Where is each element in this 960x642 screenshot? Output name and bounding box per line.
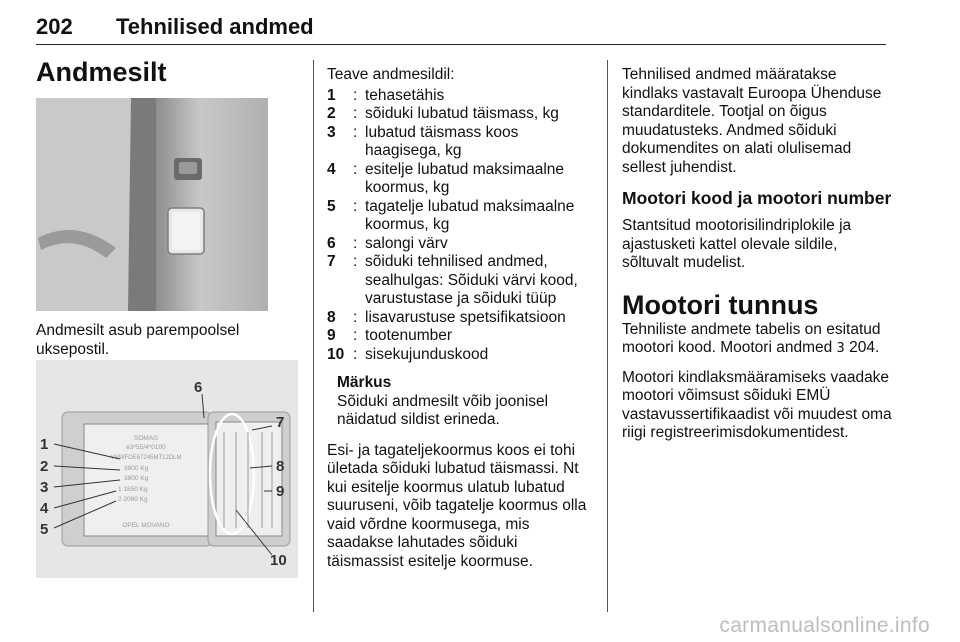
caption-text: Andmesilt asub parempoolsel uksepostil. [36,322,240,358]
column-divider-2 [607,60,608,612]
legend-text: esitelje lubatud maksimaalne koormus, kg [365,160,565,196]
callout-4: 4 [40,500,49,517]
data-label-figure [36,360,298,578]
callout-3: 3 [40,479,49,496]
legend-sep: : [353,160,358,178]
column-3: Tehnilised andmed määratakse kindlaks vastavalt Euroopa Ühenduse standarditele. Tootjal on õigus muudatusteks. Andmed sõiduki dokumendites on alati olulisemad sellest juhendist. Mootori kood ja mootori number Stantsitud mootorisilindriplokile ja ajastusketi kattel olevale sildile, sõltuvalt mudelist. Mootori tunnus Tehniliste andmete tabelis on esitatud mootori kood. Mootori andmed 3 204. Mootori kindlaksmääramiseks vaadake mootori võimsust sõiduki EMÜ vastavussertifikaadist või muudest oma riigi registreerimisdokumentidest. [622,66,892,441]
legend-num: 2 [327,105,336,122]
legend-item [327,161,595,198]
callout-9: 9 [276,483,285,500]
legend-item [327,327,595,346]
plate-line-7: 2 2060 Kg [118,496,148,503]
plate-line-6: 1 1850 Kg [118,486,148,493]
legend-item [327,87,595,106]
page-reference-arrow-icon[interactable]: 3 [836,341,845,356]
legend-sep: : [353,345,358,363]
legend-text: tehasetähis [365,86,445,104]
plate-line-1: SOMAG [133,435,159,442]
legend-item [327,346,595,365]
legend-item [327,309,595,328]
legend-item [327,198,595,235]
legend-num: 4 [327,160,336,178]
legend-text: lubatud täismass koos haagisega, kg [365,123,519,159]
legend-num: 7 [327,253,336,270]
legend-sep: : [353,327,358,344]
legend-item [327,105,595,124]
callout-7: 7 [276,414,285,431]
note-text: Sõiduki andmesilt võib joonisel näidatud sildist erineda. [337,392,549,428]
tech-data-intro: Tehnilised andmed määratakse kindlaks vastavalt Euroopa Ühenduse standarditele. Tootjal on õigus muudatusteks. Andmed sõiduki dokumendites on alati olulisemad sellest juhendist. [622,66,882,176]
callout-1: 1 [40,436,49,453]
legend-item [327,235,595,254]
plate-line-2: e3*55/4*0100 [126,444,166,451]
callout-10: 10 [270,552,287,569]
page-title: Tehnilised andmed [116,14,314,39]
legend-list [327,87,595,365]
legend-item [327,124,595,161]
legend-text: salongi värv [365,234,448,252]
column-divider-1 [313,60,314,612]
legend-sep: : [353,253,358,270]
plate-line-5: 3800 Kg [124,475,149,482]
door-pillar-photo [36,98,268,311]
legend-num: 5 [327,197,336,215]
legend-item [327,253,595,309]
page-number: 202 [36,14,73,39]
engine-code-text: Stantsitud mootorisilindriplokile ja ajastusketi kattel olevale sildile, sõltuvalt mudelist. [622,217,852,271]
legend-text: sõiduki tehnilised andmed, sealhulgas: Sõiduki värvi kood, varustustase ja sõiduki tüüp [365,253,578,307]
page-reference-number[interactable]: 204 [849,339,875,356]
page-header [36,8,886,45]
legend-num: 6 [327,234,336,252]
plate-line-8: OPEL MOVANO [122,522,170,529]
legend-sep: : [353,308,358,326]
legend-num: 10 [327,345,345,363]
legend-num: 9 [327,327,336,344]
column-1 [36,56,301,88]
callout-2: 2 [40,458,49,475]
plate-line-4: 3800 Kg [124,465,149,472]
legend-text: lisavarustuse spetsifikatsioon [365,308,566,326]
engine-id-text: Tehniliste andmete tabelis on esitatud mootori kood. Mootori andmed [622,320,881,356]
legend-intro: Teave andmesildil: [327,66,455,83]
watermark: carmanualsonline.info [719,614,930,637]
note-box [327,374,595,430]
callout-8: 8 [276,458,285,475]
section-heading-andmesilt: Andmesilt [36,57,167,87]
legend-sep: : [353,123,358,141]
callout-5: 5 [40,521,49,538]
engine-id-heading: Mootori tunnus [622,289,819,320]
engine-code-heading: Mootori kood ja mootori number [622,188,892,208]
legend-sep: : [353,86,358,104]
legend-sep: : [353,105,358,122]
legend-num: 8 [327,308,336,326]
legend-text: sõiduki lubatud täismass, kg [365,105,559,122]
legend-text: tootenumber [365,327,453,344]
axle-load-paragraph: Esi- ja tagateljekoormus koos ei tohi ületada sõiduki lubatud täismassi. Nt kui esitelje koormus ulatub lubatud suuruseni, võib tagatelje koormus olla vaid võrdne koormusega, mis saadakse lahutades sõiduki täismassist esitelje koormuse. [327,441,587,570]
legend-num: 1 [327,86,336,104]
plate-line-3: VNWFOE67245MT12DLM [110,455,182,461]
legend-sep: : [353,197,358,215]
note-title: Märkus [337,374,392,391]
callout-6: 6 [194,379,203,396]
legend-sep: : [353,234,358,252]
engine-id-text-2: Mootori kindlaksmääramiseks vaadake mootori võimsust sõiduki EMÜ vastavussertifikaadist või muudest oma riigi registreerimisdokumentidest. [622,368,892,441]
legend-text: tagatelje lubatud maksimaalne koormus, kg [365,197,575,233]
column-2 [327,66,595,581]
legend-text: sisekujunduskood [365,345,489,363]
legend-num: 3 [327,123,336,141]
